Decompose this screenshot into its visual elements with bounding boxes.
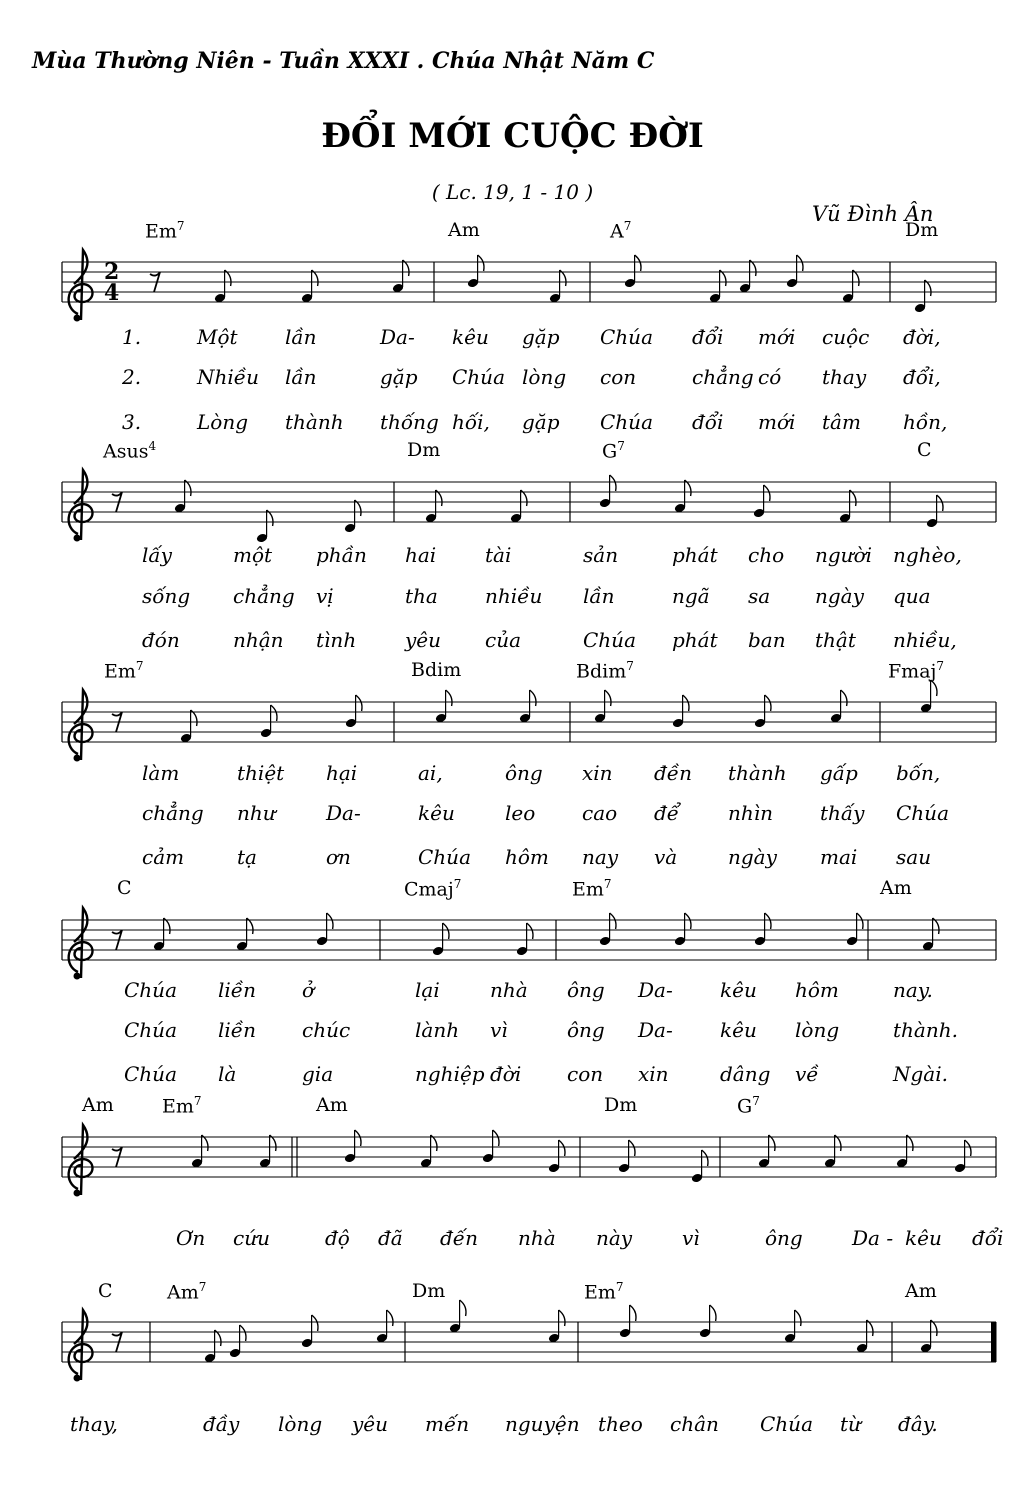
- chord-root: Em: [162, 1095, 194, 1118]
- chord-root: Fmaj: [888, 660, 937, 683]
- chord-symbol: [316, 1094, 348, 1116]
- staff-system: [62, 680, 996, 762]
- lyric-syllable: ngày: [815, 584, 864, 608]
- lyric-syllable: yêu: [405, 628, 442, 652]
- lyric-syllable: nhà: [518, 1226, 556, 1250]
- treble-clef-dot: [74, 1375, 81, 1382]
- lyric-syllable: kêu: [418, 801, 455, 825]
- lyric-syllable: vị: [316, 584, 334, 608]
- note-flag: [240, 1325, 246, 1341]
- lyric-syllable: thành: [728, 761, 787, 785]
- staff-system: [62, 908, 996, 980]
- lyric-syllable: mến: [425, 1412, 470, 1436]
- chord-root: Cmaj: [404, 878, 454, 901]
- chord-symbol: [98, 1280, 113, 1302]
- lyric-syllable: kêu: [720, 1018, 757, 1042]
- lyric-syllable: lành: [415, 1018, 460, 1042]
- chord-root: Bdim: [576, 660, 627, 683]
- chord-symbol: [167, 1280, 206, 1303]
- lyric-syllable: chẳng: [142, 801, 204, 825]
- staff-system: [62, 1125, 996, 1197]
- lyric-syllable: hối,: [452, 410, 490, 434]
- lyric-syllable: độ: [325, 1226, 350, 1250]
- lyric-syllable: gặp: [522, 410, 560, 434]
- chord-symbol: [412, 1280, 445, 1302]
- lyric-syllable: mai: [820, 845, 858, 869]
- lyric-syllable: nghiệp: [415, 1062, 485, 1086]
- chord-symbol: [145, 219, 185, 242]
- lyric-syllable: phát: [672, 543, 718, 567]
- chord-root: Am: [905, 1280, 937, 1302]
- note-flag: [764, 485, 770, 501]
- chord-symbol: [117, 877, 132, 899]
- chord-root: Em: [104, 660, 136, 683]
- lyric-syllable: một: [233, 543, 273, 567]
- lyric-syllable: của: [485, 628, 522, 652]
- chord-symbol: [610, 219, 631, 242]
- lyric-syllable: thành: [285, 410, 344, 434]
- staff-system: [62, 470, 996, 543]
- lyric-syllable: mới: [758, 410, 796, 434]
- lyric-syllable: 1.: [122, 325, 142, 349]
- chord-extension: 7: [453, 877, 462, 891]
- lyric-syllable: 3.: [122, 410, 142, 434]
- note-flag: [530, 690, 536, 706]
- lyric-syllable: ông: [567, 1018, 605, 1042]
- lyric-syllable: thống: [380, 410, 439, 434]
- lyric-syllable: Chúa: [583, 628, 636, 652]
- lyric-syllable: vì: [490, 1018, 508, 1042]
- lyric-syllable: con: [600, 365, 637, 389]
- lyric-syllable: tha: [405, 584, 438, 608]
- chord-extension: 7: [623, 219, 632, 233]
- lyric-syllable: hại: [326, 761, 358, 785]
- chord-root: Em: [572, 878, 604, 901]
- lyric-syllable: xin: [582, 761, 613, 785]
- chord-root: C: [917, 439, 932, 461]
- chord-extension: 7: [617, 439, 625, 453]
- lyric-syllable: Chúa: [760, 1412, 813, 1436]
- note-flag: [327, 913, 333, 929]
- note-flag: [857, 913, 863, 929]
- note-flag: [493, 1130, 499, 1146]
- lyric-syllable: Một: [197, 325, 238, 349]
- lyric-syllable: nay: [582, 845, 619, 869]
- note-flag: [702, 1150, 708, 1166]
- lyric-syllable: nay.: [893, 978, 933, 1002]
- lyric-syllable: mới: [758, 325, 796, 349]
- lyric-syllable: cho: [748, 543, 785, 567]
- note-flag: [527, 923, 533, 939]
- treble-clef-dot: [74, 973, 81, 980]
- chord-root: C: [117, 877, 132, 899]
- lyric-syllable: lòng: [278, 1412, 323, 1436]
- chord-extension: 7: [176, 219, 185, 233]
- lyric-syllable: thay,: [70, 1412, 118, 1436]
- chord-root: G: [737, 1095, 753, 1118]
- note-flag: [460, 1300, 466, 1316]
- lyric-syllable: Chúa: [600, 410, 653, 434]
- chord-symbol: [905, 219, 938, 241]
- lyric-syllable: đầy: [203, 1412, 240, 1436]
- lyric-syllable: làm: [142, 761, 180, 785]
- chord-root: Bdim: [411, 659, 462, 681]
- chord-root: Dm: [407, 439, 441, 461]
- chord-extension: 7: [936, 659, 945, 673]
- note-flag: [965, 1140, 971, 1156]
- chord-extension: 4: [148, 439, 157, 453]
- lyric-syllable: Ơn: [176, 1226, 206, 1250]
- lyric-syllable: sống: [142, 584, 191, 608]
- lyric-syllable: cứu: [233, 1226, 270, 1250]
- lyric-syllable: Chúa: [452, 365, 505, 389]
- lyric-syllable: đổi: [692, 410, 724, 434]
- lyric-syllable: 2.: [122, 365, 142, 389]
- note-flag: [605, 690, 611, 706]
- note-flag: [610, 475, 616, 491]
- scripture-reference: ( Lc. 19, 1 - 10 ): [431, 180, 594, 204]
- lyric-syllable: Chúa: [896, 801, 949, 825]
- chord-symbol: [576, 659, 634, 682]
- chord-extension: 7: [752, 1094, 760, 1108]
- lyric-syllable: có: [758, 365, 782, 389]
- lyric-syllable: con: [567, 1062, 604, 1086]
- chord-root: Am: [167, 1281, 199, 1304]
- chord-root: Am: [316, 1094, 348, 1116]
- song-title: ĐỔI MỚI CUỘC ĐỜI: [321, 116, 704, 156]
- treble-clef-icon: [69, 1125, 93, 1195]
- lyric-syllable: đây.: [898, 1412, 938, 1436]
- lyric-syllable: Chúa: [124, 1018, 177, 1042]
- lyric-syllable: sa: [748, 584, 771, 608]
- lyric-syllable: ở: [302, 978, 315, 1002]
- note-flag: [710, 1305, 716, 1321]
- chord-symbol: [584, 1280, 624, 1303]
- lyric-syllable: thay: [822, 365, 867, 389]
- lyric-syllable: gặp: [522, 325, 560, 349]
- lyric-syllable: thiệt: [237, 761, 285, 785]
- note-flag: [931, 680, 937, 696]
- chord-extension: 7: [626, 659, 634, 673]
- lyric-syllable: lần: [583, 584, 615, 608]
- note-flag: [271, 705, 277, 721]
- lyric-syllable: theo: [598, 1412, 643, 1436]
- chord-symbol: [604, 1094, 637, 1116]
- chord-symbol: [162, 1094, 202, 1117]
- lyric-syllable: Chúa: [124, 978, 177, 1002]
- lyric-syllable: cao: [582, 801, 618, 825]
- treble-clef-dot: [74, 535, 81, 542]
- lyric-syllable: nhà: [490, 978, 528, 1002]
- lyric-syllable: qua: [893, 584, 931, 608]
- lyric-syllable: đời: [490, 1062, 522, 1086]
- lyric-syllable: thành.: [893, 1018, 958, 1042]
- treble-clef-dot: [74, 315, 81, 322]
- lyric-syllable: nghèo,: [893, 543, 962, 567]
- lyric-syllable: thật: [815, 628, 856, 652]
- lyric-syllable: Da-: [638, 1018, 673, 1042]
- lyric-syllable: gặp: [380, 365, 418, 389]
- time-signature-bottom: 4: [104, 280, 120, 306]
- lyric-syllable: là: [218, 1062, 237, 1086]
- treble-clef-icon: [69, 908, 93, 978]
- lyric-syllable: Da -: [852, 1226, 894, 1250]
- lyric-syllable: ông: [567, 978, 605, 1002]
- lyric-syllable: hôm: [795, 978, 839, 1002]
- lyric-syllable: ban: [748, 628, 786, 652]
- note-flag: [559, 1140, 565, 1156]
- treble-clef-icon: [69, 1310, 93, 1380]
- note-flag: [841, 690, 847, 706]
- lyric-syllable: đã: [378, 1226, 403, 1250]
- lyric-syllable: về: [795, 1062, 819, 1086]
- lyric-syllable: Chúa: [124, 1062, 177, 1086]
- lyric-syllable: liền: [218, 1018, 256, 1042]
- treble-clef-icon: [69, 250, 93, 320]
- lyric-syllable: xin: [638, 1062, 669, 1086]
- lyric-syllable: nhìn: [728, 801, 774, 825]
- lyric-syllable: chúc: [302, 1018, 351, 1042]
- lyric-syllable: kêu: [905, 1226, 942, 1250]
- note-flag: [610, 913, 616, 929]
- note-flag: [312, 1315, 318, 1331]
- lyric-syllable: nguyện: [505, 1412, 580, 1436]
- chord-root: Am: [880, 877, 912, 899]
- note-flag: [355, 1130, 361, 1146]
- note-flag: [443, 923, 449, 939]
- lyric-syllable: liền: [218, 978, 256, 1002]
- chord-root: Dm: [905, 219, 939, 241]
- lyric-syllable: cuộc: [822, 325, 870, 349]
- lyric-syllable: hôm: [505, 845, 549, 869]
- note-flag: [797, 255, 803, 271]
- lyric-syllable: ơn: [326, 845, 351, 869]
- lyric-syllable: lần: [285, 325, 317, 349]
- lyric-syllable: lòng: [522, 365, 567, 389]
- lyric-syllable: chẳng: [692, 365, 754, 389]
- chord-root: Dm: [412, 1280, 446, 1302]
- treble-clef-dot: [74, 755, 81, 762]
- note-flag: [559, 1310, 565, 1326]
- lyric-syllable: tạ: [237, 845, 257, 869]
- lyric-syllable: dâng: [720, 1062, 771, 1086]
- treble-clef-dot: [74, 1190, 81, 1197]
- note-flag: [446, 690, 452, 706]
- chord-root: Am: [82, 1094, 114, 1116]
- lyric-syllable: kêu: [720, 978, 757, 1002]
- chord-extension: 7: [135, 659, 144, 673]
- lyric-syllable: hai: [405, 543, 437, 567]
- chord-root: Asus: [103, 440, 149, 463]
- note-flag: [795, 1310, 801, 1326]
- lyric-syllable: vì: [682, 1226, 700, 1250]
- chord-extension: 7: [198, 1280, 207, 1294]
- liturgical-season: Mùa Thường Niên - Tuần XXXI . Chúa Nhật Năm C: [32, 48, 655, 74]
- note-flag: [937, 495, 943, 511]
- lyric-syllable: cảm: [142, 845, 185, 869]
- lyric-syllable: tâm: [822, 410, 861, 434]
- lyric-syllable: Chúa: [600, 325, 653, 349]
- treble-clef-icon: [69, 690, 93, 760]
- time-signature-top: 2: [104, 259, 120, 285]
- chord-symbol: [407, 439, 440, 461]
- lyric-syllable: đền: [654, 761, 692, 785]
- lyric-syllable: sau: [896, 845, 932, 869]
- lyric-syllable: tài: [485, 543, 512, 567]
- lyric-syllable: để: [654, 801, 680, 825]
- lyric-syllable: yêu: [352, 1412, 389, 1436]
- lyric-syllable: Nhiều: [197, 365, 259, 389]
- lyric-syllable: Lòng: [197, 410, 249, 434]
- note-flag: [765, 913, 771, 929]
- lyric-syllable: từ: [840, 1412, 861, 1436]
- lyric-syllable: hồn,: [903, 410, 948, 434]
- chord-symbol: [602, 439, 625, 462]
- lyric-syllable: ngã: [672, 584, 710, 608]
- lyric-syllable: kêu: [452, 325, 489, 349]
- lyric-syllable: tình: [316, 628, 357, 652]
- note-flag: [765, 695, 771, 711]
- chord-extension: 7: [193, 1094, 202, 1108]
- note-flag: [685, 913, 691, 929]
- lyric-syllable: lần: [285, 365, 317, 389]
- chord-root: C: [98, 1280, 113, 1302]
- chord-symbol: [448, 219, 480, 241]
- lyric-syllable: sản: [583, 543, 619, 567]
- lyric-syllable: gia: [302, 1062, 334, 1086]
- chord-symbol: [572, 877, 612, 900]
- final-bar-line: [991, 1322, 996, 1362]
- chord-symbol: [404, 877, 461, 900]
- lyric-syllable: ông: [505, 761, 543, 785]
- lyric-syllable: Chúa: [418, 845, 471, 869]
- lyric-syllable: Da-: [638, 978, 673, 1002]
- lyric-syllable: lấy: [142, 543, 172, 567]
- lyric-syllable: đổi: [692, 325, 724, 349]
- lyric-syllable: Da-: [380, 325, 415, 349]
- chord-root: Dm: [604, 1094, 638, 1116]
- chord-symbol: [411, 659, 461, 681]
- lyric-syllable: phần: [316, 543, 367, 567]
- chord-symbol: [104, 659, 144, 682]
- chord-root: G: [602, 440, 618, 463]
- chord-extension: 7: [615, 1280, 624, 1294]
- chord-symbol: [82, 1094, 114, 1116]
- lyric-syllable: leo: [505, 801, 536, 825]
- lyric-syllable: đón: [142, 628, 180, 652]
- chord-symbol: [905, 1280, 937, 1302]
- lyric-syllable: đổi: [972, 1226, 1004, 1250]
- chord-symbol: [917, 439, 932, 461]
- lyric-syllable: chân: [670, 1412, 719, 1436]
- note-flag: [683, 695, 689, 711]
- note-flag: [356, 695, 362, 711]
- lyric-syllable: thấy: [820, 801, 865, 825]
- note-flag: [630, 1305, 636, 1321]
- lyric-syllable: và: [654, 845, 678, 869]
- treble-clef-icon: [69, 470, 93, 540]
- note-flag: [387, 1310, 393, 1326]
- lyric-syllable: ai,: [418, 761, 443, 785]
- lyric-syllable: người: [815, 543, 873, 567]
- lyric-syllable: chẳng: [233, 584, 295, 608]
- chord-root: Em: [145, 220, 177, 243]
- lyric-syllable: lại: [415, 978, 440, 1002]
- lyric-syllable: ông: [765, 1226, 803, 1250]
- chord-root: Em: [584, 1281, 616, 1304]
- note-flag: [635, 255, 641, 271]
- lyric-syllable: phát: [672, 628, 718, 652]
- note-flag: [478, 255, 484, 271]
- chord-root: A: [610, 220, 624, 243]
- lyric-syllable: Da-: [326, 801, 361, 825]
- chord-symbol: [737, 1094, 760, 1117]
- note-flag: [629, 1140, 635, 1156]
- lyric-syllable: như: [237, 801, 276, 825]
- chord-symbol: [888, 659, 944, 682]
- lyric-syllable: gấp: [820, 761, 858, 785]
- lyric-syllable: bốn,: [896, 761, 941, 785]
- lyric-syllable: nhiều: [485, 584, 543, 608]
- staff-system: [62, 1300, 996, 1382]
- chord-symbol: [103, 439, 156, 462]
- chord-extension: 7: [603, 877, 612, 891]
- lyric-syllable: đổi,: [903, 365, 941, 389]
- lyric-syllable: nhiều,: [893, 628, 957, 652]
- lyric-syllable: ngày: [728, 845, 777, 869]
- chord-root: Am: [448, 219, 480, 241]
- composer: Vũ Đình Ân: [812, 202, 934, 226]
- lyric-syllable: Ngài.: [893, 1062, 948, 1086]
- chord-symbol: [880, 877, 912, 899]
- lyric-syllable: đến: [440, 1226, 478, 1250]
- lyric-syllable: nhận: [233, 628, 284, 652]
- lyric-syllable: lòng: [795, 1018, 840, 1042]
- staff-system: [62, 250, 996, 322]
- lyric-syllable: này: [596, 1226, 633, 1250]
- lyric-syllable: đời,: [903, 325, 941, 349]
